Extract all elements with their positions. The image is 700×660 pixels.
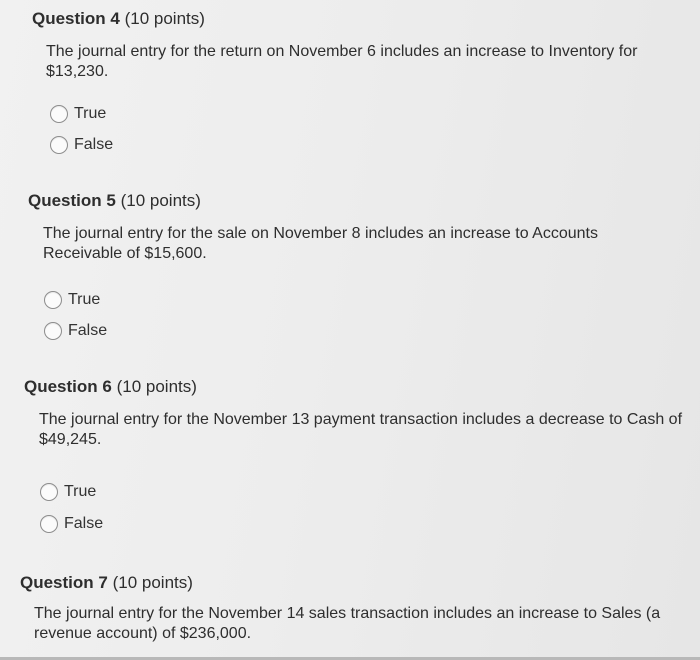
- radio-button[interactable]: [50, 136, 68, 154]
- question-points: (10 points): [112, 573, 193, 592]
- option-true[interactable]: [40, 483, 96, 501]
- option-label: True: [64, 483, 97, 500]
- question-7: [20, 572, 661, 642]
- option-label: False: [74, 136, 114, 153]
- question-title: [32, 8, 205, 30]
- question-points: (10 points): [124, 9, 205, 28]
- option-false[interactable]: [44, 322, 107, 340]
- question-text: The journal entry for the November 14 sales transaction includes an increase to Sales (a revenue account) of $236,000.: [34, 605, 661, 642]
- question-number: Question 4: [32, 9, 120, 28]
- option-label: False: [68, 322, 108, 339]
- option-label: True: [74, 105, 107, 122]
- radio-button[interactable]: [44, 291, 62, 309]
- question-points: (10 points): [120, 191, 201, 210]
- question-text: The journal entry for the November 13 payment transaction includes a decrease to Cash of $49,245.: [39, 411, 683, 448]
- question-number: Question 5: [28, 191, 116, 210]
- option-label: False: [64, 515, 104, 532]
- question-title: [28, 190, 201, 212]
- question-text: The journal entry for the sale on November 8 includes an increase to Accounts Receivable of $15,600.: [43, 225, 598, 262]
- radio-button[interactable]: [44, 322, 62, 340]
- question-number: Question 7: [20, 573, 108, 592]
- question-5: [28, 190, 598, 339]
- question-6: [24, 376, 683, 532]
- question-text: The journal entry for the return on November 6 includes an increase to Inventory for $13,230.: [46, 43, 638, 80]
- question-number: Question 6: [24, 377, 112, 396]
- option-true[interactable]: [50, 105, 106, 123]
- option-false[interactable]: [40, 515, 103, 533]
- radio-button[interactable]: [50, 105, 68, 123]
- question-title: [20, 572, 193, 594]
- radio-button[interactable]: [40, 483, 58, 501]
- question-4: [32, 8, 638, 153]
- option-label: True: [68, 291, 101, 308]
- option-true[interactable]: [44, 291, 100, 309]
- question-points: (10 points): [116, 377, 197, 396]
- radio-button[interactable]: [40, 515, 58, 533]
- option-false[interactable]: [50, 136, 113, 154]
- question-title: [24, 376, 197, 398]
